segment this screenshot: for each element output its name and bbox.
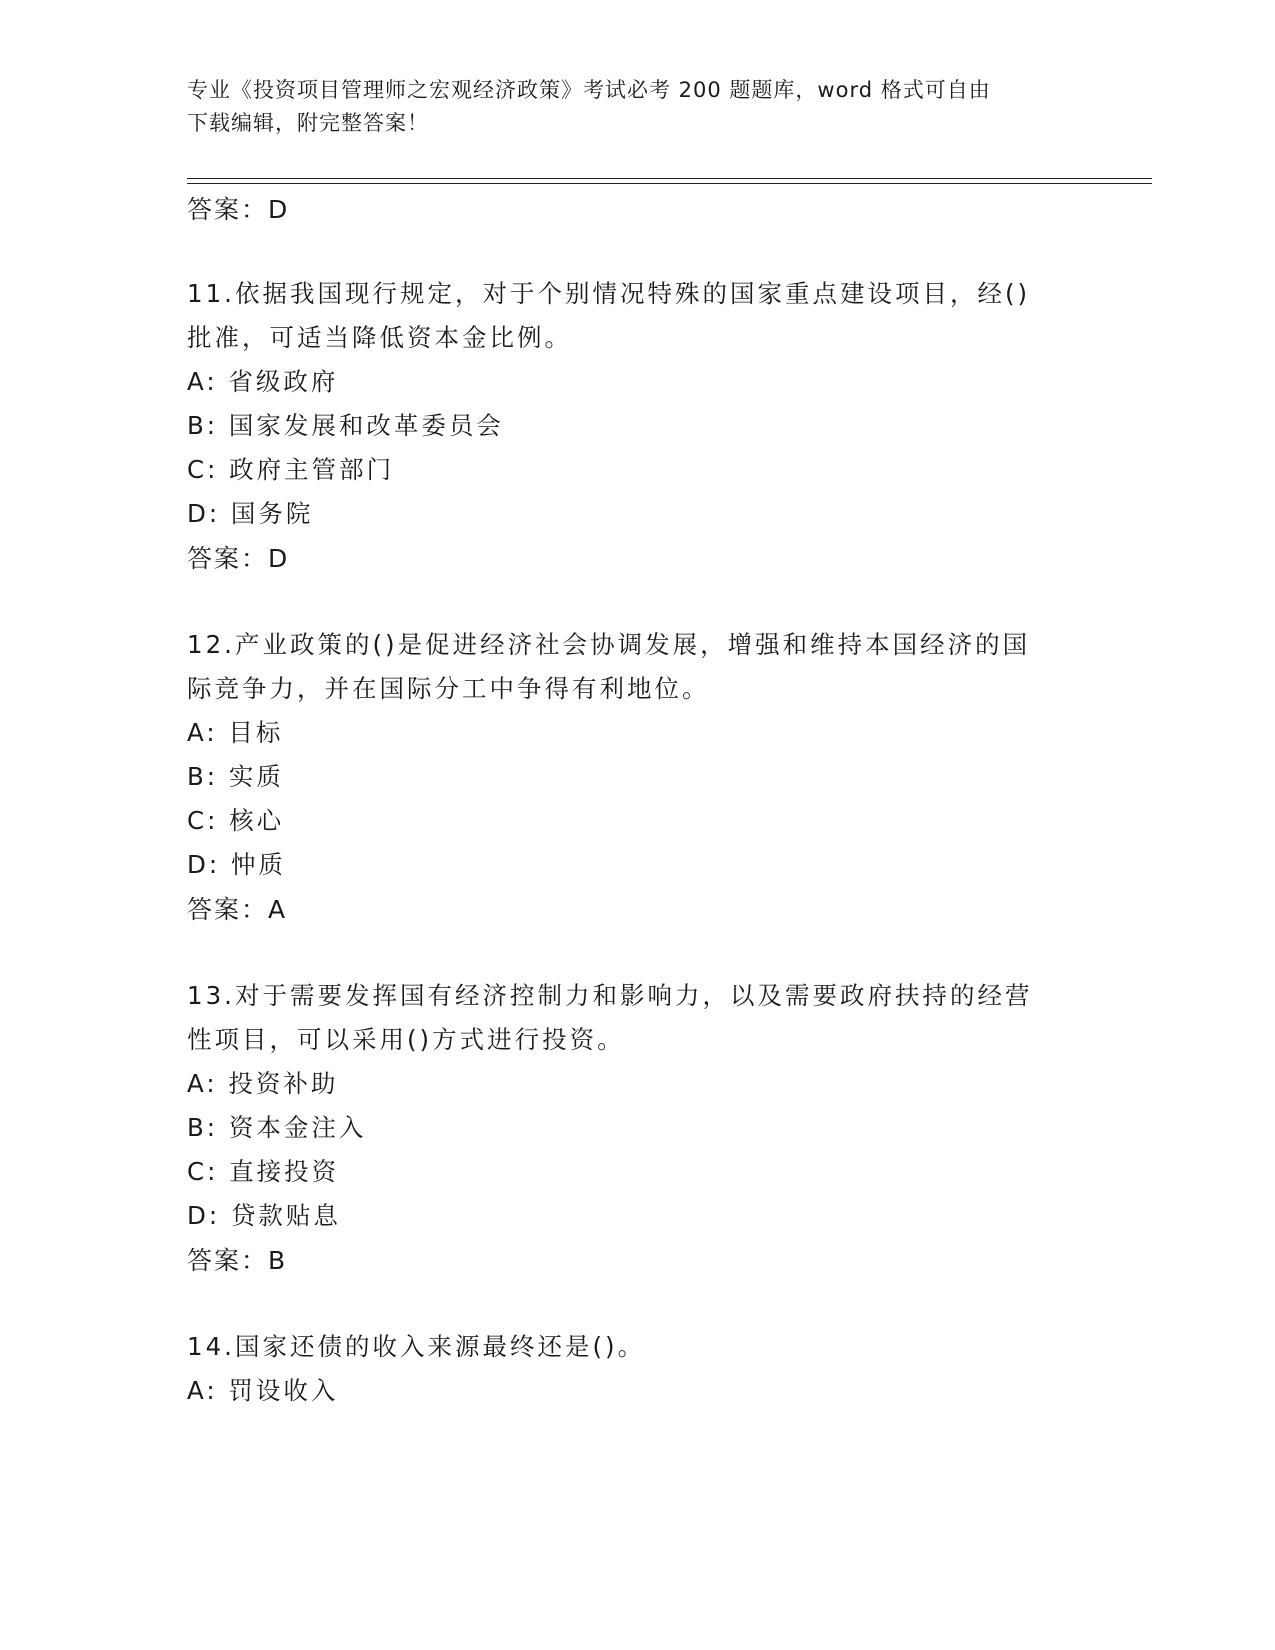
question-11-option-b: B: 国家发展和改革委员会 bbox=[187, 411, 504, 440]
question-12-option-a: A: 目标 bbox=[187, 718, 284, 747]
question-13-option-c: C: 直接投资 bbox=[187, 1157, 340, 1186]
question-13-stem-line-1: 13.对于需要发挥国有经济控制力和影响力，以及需要政府扶持的经营 bbox=[187, 981, 1033, 1010]
document-header bbox=[187, 74, 1087, 140]
question-12-answer: 答案：A bbox=[187, 895, 288, 924]
header-divider-bottom bbox=[187, 183, 1152, 184]
question-12-stem-line-2: 际竞争力，并在国际分工中争得有利地位。 bbox=[187, 674, 710, 703]
header-line-1: 专业《投资项目管理师之宏观经济政策》考试必考 200 题题库，word 格式可自由 bbox=[187, 78, 991, 102]
question-13-option-a: A: 投资补助 bbox=[187, 1069, 339, 1098]
question-13-option-b: B: 资本金注入 bbox=[187, 1113, 367, 1142]
question-14-stem-line-1: 14.国家还债的收入来源最终还是()。 bbox=[187, 1332, 646, 1361]
question-12-option-c: C: 核心 bbox=[187, 806, 285, 835]
question-11-option-a: A: 省级政府 bbox=[187, 367, 339, 396]
question-12-stem-line-1: 12.产业政策的()是促进经济社会协调发展，增强和维持本国经济的国 bbox=[187, 630, 1031, 659]
header-divider-top bbox=[187, 178, 1152, 179]
previous-answer: 答案：D bbox=[187, 195, 290, 224]
question-12-option-b: B: 实质 bbox=[187, 762, 284, 791]
question-11-option-c: C: 政府主管部门 bbox=[187, 455, 395, 484]
question-13-answer: 答案：B bbox=[187, 1246, 288, 1275]
question-11-stem-line-2: 批准，可适当降低资本金比例。 bbox=[187, 323, 572, 352]
question-11-answer: 答案：D bbox=[187, 544, 290, 573]
question-14-option-a: A: 罚设收入 bbox=[187, 1376, 339, 1405]
question-11-option-d: D: 国务院 bbox=[187, 499, 314, 528]
question-12-option-d: D: 忡质 bbox=[187, 850, 286, 879]
question-13-stem-line-2: 性项目，可以采用()方式进行投资。 bbox=[187, 1025, 625, 1054]
question-11-stem-line-1: 11.依据我国现行规定，对于个别情况特殊的国家重点建设项目，经() bbox=[187, 279, 1031, 308]
question-13-option-d: D: 贷款贴息 bbox=[187, 1201, 341, 1230]
header-line-2: 下载编辑，附完整答案！ bbox=[187, 111, 429, 135]
